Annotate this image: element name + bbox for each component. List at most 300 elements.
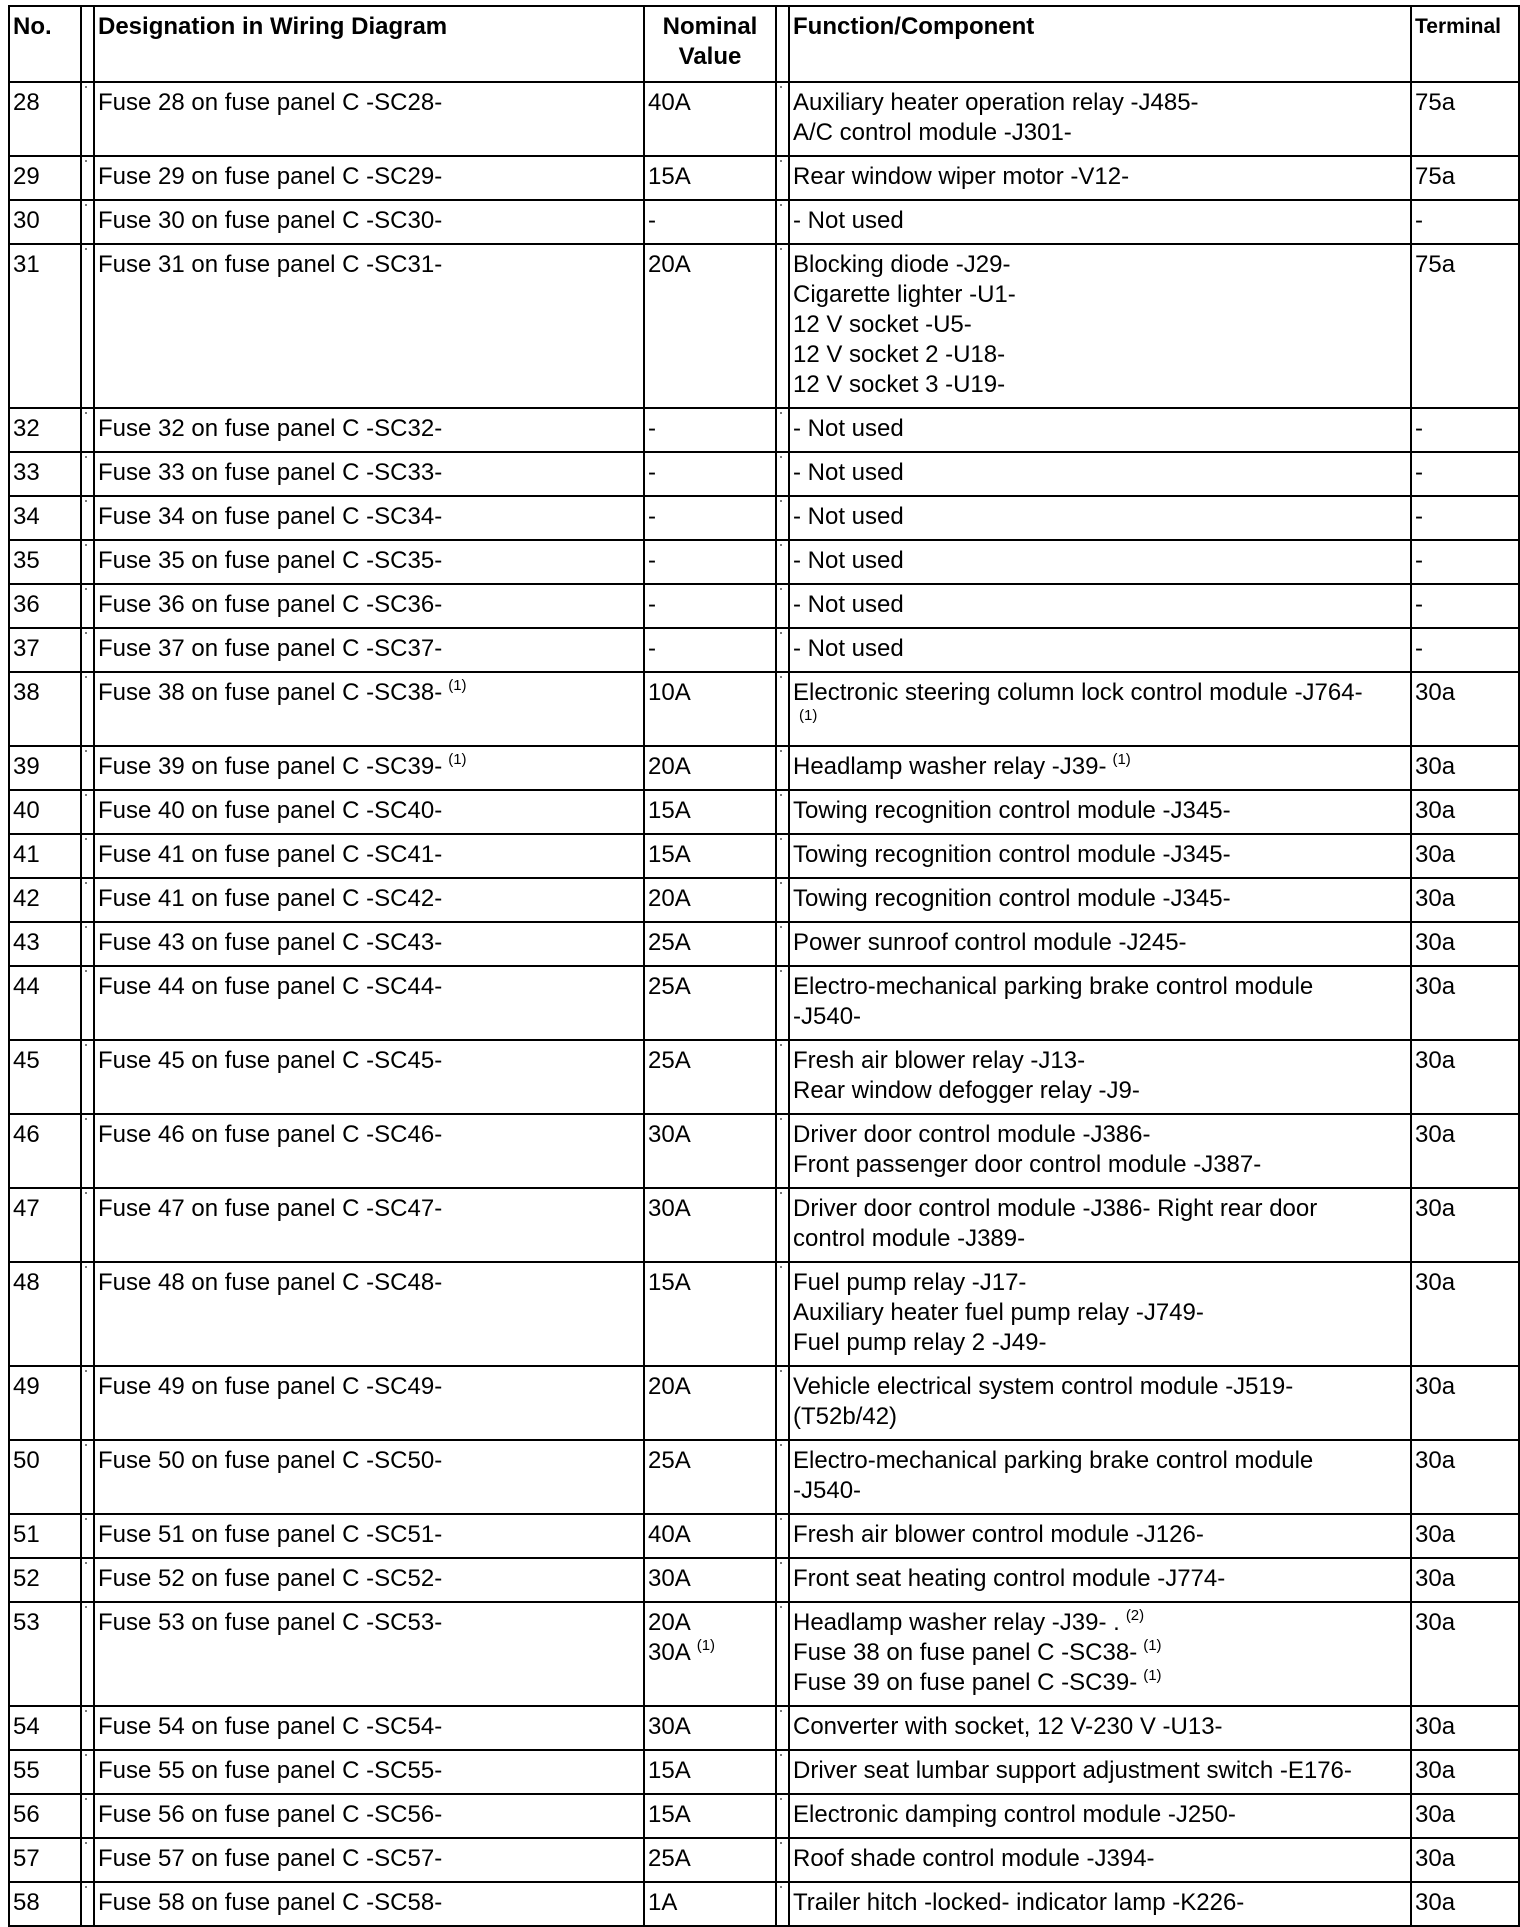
cell-nominal-value bbox=[644, 82, 776, 156]
designation-line bbox=[98, 1372, 643, 1402]
cell-spacer bbox=[776, 496, 789, 540]
function-line bbox=[793, 370, 1410, 400]
cell-function bbox=[789, 1514, 1411, 1558]
cell-no: 33 bbox=[9, 452, 81, 496]
value-line bbox=[648, 972, 775, 1002]
cell-no: 42 bbox=[9, 878, 81, 922]
cell-designation bbox=[94, 1440, 644, 1514]
cell-spacer bbox=[81, 156, 94, 200]
function-line-text: Trailer hitch -locked- indicator lamp -K226- bbox=[793, 1889, 1245, 1916]
cell-spacer bbox=[81, 1040, 94, 1114]
designation-line-text: Fuse 36 on fuse panel C -SC36- bbox=[98, 591, 443, 618]
function-line bbox=[793, 1328, 1410, 1358]
cell-spacer bbox=[776, 1366, 789, 1440]
function-line bbox=[793, 1668, 1410, 1698]
cell-no: 51 bbox=[9, 1514, 81, 1558]
cell-spacer bbox=[776, 1262, 789, 1366]
cell-no: 48 bbox=[9, 1262, 81, 1366]
table-row bbox=[9, 790, 1519, 834]
table-row bbox=[9, 1750, 1519, 1794]
table-row bbox=[9, 200, 1519, 244]
header-nominal-value bbox=[644, 6, 776, 82]
cell-no: 53 bbox=[9, 1602, 81, 1706]
cell-no: 45 bbox=[9, 1040, 81, 1114]
cell-spacer bbox=[81, 1794, 94, 1838]
cell-designation bbox=[94, 540, 644, 584]
value-line-text: 15A bbox=[648, 841, 691, 868]
function-line-text: Fresh air blower relay -J13- bbox=[793, 1047, 1086, 1074]
function-line-text: Driver door control module -J386- Right rear door bbox=[793, 1195, 1318, 1222]
table-row bbox=[9, 584, 1519, 628]
cell-function bbox=[789, 1602, 1411, 1706]
cell-spacer bbox=[776, 540, 789, 584]
value-line-text: 25A bbox=[648, 929, 691, 956]
cell-function bbox=[789, 1188, 1411, 1262]
function-line bbox=[793, 1564, 1410, 1594]
function-line bbox=[793, 280, 1410, 310]
designation-line bbox=[98, 590, 643, 620]
function-line-text: Blocking diode -J29- bbox=[793, 251, 1011, 278]
cell-nominal-value bbox=[644, 1602, 776, 1706]
cell-designation bbox=[94, 1366, 644, 1440]
cell-function bbox=[789, 156, 1411, 200]
cell-spacer bbox=[776, 1882, 789, 1926]
designation-line bbox=[98, 634, 643, 664]
function-line bbox=[793, 546, 1410, 576]
table-row bbox=[9, 1706, 1519, 1750]
function-line-text: Front seat heating control module -J774- bbox=[793, 1565, 1226, 1592]
function-line bbox=[793, 1446, 1410, 1476]
cell-spacer bbox=[81, 1602, 94, 1706]
designation-line-text: Fuse 55 on fuse panel C -SC55- bbox=[98, 1757, 443, 1784]
cell-spacer bbox=[81, 834, 94, 878]
cell-spacer bbox=[776, 1040, 789, 1114]
value-line-text: 25A bbox=[648, 1447, 691, 1474]
cell-terminal: 30a bbox=[1411, 1514, 1519, 1558]
value-line bbox=[648, 1608, 775, 1638]
cell-function bbox=[789, 1838, 1411, 1882]
table-row bbox=[9, 628, 1519, 672]
cell-nominal-value bbox=[644, 1262, 776, 1366]
cell-designation bbox=[94, 1794, 644, 1838]
cell-function bbox=[789, 82, 1411, 156]
table-row bbox=[9, 156, 1519, 200]
designation-line-text: Fuse 38 on fuse panel C -SC38- bbox=[98, 679, 443, 706]
cell-no: 56 bbox=[9, 1794, 81, 1838]
cell-function bbox=[789, 672, 1411, 746]
function-line bbox=[793, 752, 1410, 782]
cell-no: 58 bbox=[9, 1882, 81, 1926]
value-line-text: 10A bbox=[648, 679, 691, 706]
table-row bbox=[9, 82, 1519, 156]
function-line bbox=[793, 1298, 1410, 1328]
function-line-text: Converter with socket, 12 V-230 V -U13- bbox=[793, 1713, 1223, 1740]
cell-no: 46 bbox=[9, 1114, 81, 1188]
function-line-text: - Not used bbox=[793, 415, 904, 442]
cell-spacer bbox=[81, 200, 94, 244]
value-line-text: 20A bbox=[648, 1609, 691, 1636]
value-line-text: 20A bbox=[648, 1373, 691, 1400]
cell-spacer bbox=[776, 790, 789, 834]
cell-terminal: 30a bbox=[1411, 672, 1519, 746]
cell-designation bbox=[94, 1838, 644, 1882]
cell-no: 39 bbox=[9, 746, 81, 790]
value-line-text: - bbox=[648, 503, 656, 530]
designation-line bbox=[98, 162, 643, 192]
cell-nominal-value bbox=[644, 1114, 776, 1188]
cell-designation bbox=[94, 1514, 644, 1558]
cell-spacer bbox=[81, 1558, 94, 1602]
value-line-text: 25A bbox=[648, 973, 691, 1000]
cell-spacer bbox=[81, 1440, 94, 1514]
cell-function bbox=[789, 1706, 1411, 1750]
footnote-ref: (2) bbox=[1125, 1607, 1145, 1624]
value-line-text: 20A bbox=[648, 753, 691, 780]
cell-terminal: 75a bbox=[1411, 156, 1519, 200]
designation-line-text: Fuse 52 on fuse panel C -SC52- bbox=[98, 1565, 443, 1592]
function-line bbox=[793, 1844, 1410, 1874]
table-row bbox=[9, 1114, 1519, 1188]
cell-no: 57 bbox=[9, 1838, 81, 1882]
value-line-text: - bbox=[648, 459, 656, 486]
value-line bbox=[648, 1800, 775, 1830]
function-line-text: - Not used bbox=[793, 547, 904, 574]
cell-spacer bbox=[81, 790, 94, 834]
designation-line bbox=[98, 1120, 643, 1150]
cell-no: 30 bbox=[9, 200, 81, 244]
cell-spacer bbox=[81, 966, 94, 1040]
cell-nominal-value bbox=[644, 1558, 776, 1602]
cell-designation bbox=[94, 496, 644, 540]
footnote-ref: (1) bbox=[1143, 1667, 1162, 1684]
cell-nominal-value bbox=[644, 452, 776, 496]
cell-no: 40 bbox=[9, 790, 81, 834]
cell-no: 32 bbox=[9, 408, 81, 452]
value-line bbox=[648, 1520, 775, 1550]
function-line-text: (T52b/42) bbox=[793, 1403, 898, 1430]
cell-terminal: 30a bbox=[1411, 834, 1519, 878]
function-line bbox=[793, 250, 1410, 280]
cell-no: 55 bbox=[9, 1750, 81, 1794]
function-line-text: Fuel pump relay 2 -J49- bbox=[793, 1329, 1047, 1356]
cell-designation bbox=[94, 628, 644, 672]
designation-line-text: Fuse 45 on fuse panel C -SC45- bbox=[98, 1047, 443, 1074]
cell-terminal: 30a bbox=[1411, 966, 1519, 1040]
function-line-text: -J540- bbox=[793, 1003, 862, 1030]
value-line bbox=[648, 1120, 775, 1150]
function-line-text: Vehicle electrical system control module -J519- bbox=[793, 1373, 1294, 1400]
function-line bbox=[793, 340, 1410, 370]
cell-function bbox=[789, 540, 1411, 584]
value-line-text: 20A bbox=[648, 251, 691, 278]
value-line-text: 30A bbox=[648, 1713, 691, 1740]
cell-no: 47 bbox=[9, 1188, 81, 1262]
footnote-ref: (1) bbox=[448, 751, 467, 768]
cell-terminal: 30a bbox=[1411, 1750, 1519, 1794]
function-line bbox=[793, 88, 1410, 118]
function-line-text: Towing recognition control module -J345- bbox=[793, 797, 1231, 824]
function-line-text: 12 V socket 2 -U18- bbox=[793, 341, 1006, 368]
table-row bbox=[9, 878, 1519, 922]
cell-spacer bbox=[776, 244, 789, 408]
cell-designation bbox=[94, 878, 644, 922]
designation-line-text: Fuse 43 on fuse panel C -SC43- bbox=[98, 929, 443, 956]
designation-line-text: Fuse 44 on fuse panel C -SC44- bbox=[98, 973, 443, 1000]
function-line-text: control module -J389- bbox=[793, 1225, 1026, 1252]
cell-nominal-value bbox=[644, 1040, 776, 1114]
cell-terminal: 30a bbox=[1411, 922, 1519, 966]
value-line-text: - bbox=[648, 547, 656, 574]
function-line bbox=[793, 1046, 1410, 1076]
function-line bbox=[793, 1638, 1410, 1668]
designation-line-text: Fuse 32 on fuse panel C -SC32- bbox=[98, 415, 443, 442]
cell-terminal: 30a bbox=[1411, 1838, 1519, 1882]
cell-terminal: 30a bbox=[1411, 1114, 1519, 1188]
function-line-text: Auxiliary heater operation relay -J485- bbox=[793, 89, 1199, 116]
cell-designation bbox=[94, 1750, 644, 1794]
function-line-text: Headlamp washer relay -J39- bbox=[793, 753, 1107, 780]
function-line-text: - Not used bbox=[793, 459, 904, 486]
cell-spacer bbox=[776, 1838, 789, 1882]
cell-spacer bbox=[81, 1188, 94, 1262]
cell-terminal: 30a bbox=[1411, 790, 1519, 834]
cell-spacer bbox=[81, 1366, 94, 1440]
function-line bbox=[793, 972, 1410, 1002]
cell-nominal-value bbox=[644, 1882, 776, 1926]
function-line bbox=[793, 162, 1410, 192]
designation-line bbox=[98, 972, 643, 1002]
cell-function bbox=[789, 1750, 1411, 1794]
value-line-text: 15A bbox=[648, 1269, 691, 1296]
table-row bbox=[9, 834, 1519, 878]
designation-line bbox=[98, 1756, 643, 1786]
function-line bbox=[793, 1520, 1410, 1550]
function-line-text: 12 V socket -U5- bbox=[793, 311, 972, 338]
value-line bbox=[648, 840, 775, 870]
table-row bbox=[9, 452, 1519, 496]
value-line-text: 20A bbox=[648, 885, 691, 912]
cell-nominal-value bbox=[644, 1706, 776, 1750]
cell-designation bbox=[94, 82, 644, 156]
function-line-text: Headlamp washer relay -J39- . bbox=[793, 1609, 1120, 1636]
function-line-text: Cigarette lighter -U1- bbox=[793, 281, 1016, 308]
cell-terminal: - bbox=[1411, 200, 1519, 244]
cell-nominal-value bbox=[644, 1440, 776, 1514]
cell-designation bbox=[94, 746, 644, 790]
designation-line-text: Fuse 50 on fuse panel C -SC50- bbox=[98, 1447, 443, 1474]
function-line bbox=[793, 206, 1410, 236]
function-line bbox=[793, 1268, 1410, 1298]
function-line bbox=[793, 414, 1410, 444]
cell-nominal-value bbox=[644, 1514, 776, 1558]
cell-terminal: 30a bbox=[1411, 1262, 1519, 1366]
cell-designation bbox=[94, 156, 644, 200]
value-line bbox=[648, 1756, 775, 1786]
header-designation: Designation in Wiring Diagram bbox=[94, 6, 644, 82]
designation-line-text: Fuse 29 on fuse panel C -SC29- bbox=[98, 163, 443, 190]
cell-designation bbox=[94, 790, 644, 834]
cell-no: 34 bbox=[9, 496, 81, 540]
header-spacer bbox=[776, 6, 789, 82]
function-line bbox=[793, 1888, 1410, 1918]
function-line bbox=[793, 1476, 1410, 1506]
cell-designation bbox=[94, 1040, 644, 1114]
cell-function bbox=[789, 878, 1411, 922]
cell-function bbox=[789, 496, 1411, 540]
cell-spacer bbox=[81, 452, 94, 496]
cell-function bbox=[789, 1366, 1411, 1440]
value-line bbox=[648, 1372, 775, 1402]
designation-line bbox=[98, 840, 643, 870]
designation-line bbox=[98, 678, 643, 708]
cell-no: 31 bbox=[9, 244, 81, 408]
cell-nominal-value bbox=[644, 1366, 776, 1440]
value-line bbox=[648, 206, 775, 236]
header-terminal: Terminal bbox=[1411, 6, 1519, 82]
cell-terminal: 30a bbox=[1411, 746, 1519, 790]
cell-designation bbox=[94, 1262, 644, 1366]
cell-spacer bbox=[776, 82, 789, 156]
cell-no: 44 bbox=[9, 966, 81, 1040]
cell-terminal: 30a bbox=[1411, 1558, 1519, 1602]
cell-terminal: - bbox=[1411, 628, 1519, 672]
value-line-text: - bbox=[648, 635, 656, 662]
function-line bbox=[793, 1712, 1410, 1742]
cell-terminal: 30a bbox=[1411, 1794, 1519, 1838]
cell-spacer bbox=[81, 82, 94, 156]
cell-nominal-value bbox=[644, 672, 776, 746]
value-line-text: 30A bbox=[648, 1195, 691, 1222]
value-line-text: 15A bbox=[648, 797, 691, 824]
value-line bbox=[648, 928, 775, 958]
cell-nominal-value bbox=[644, 1750, 776, 1794]
value-line-text: 15A bbox=[648, 1757, 691, 1784]
cell-function bbox=[789, 834, 1411, 878]
function-line-text: - Not used bbox=[793, 207, 904, 234]
value-line-text: - bbox=[648, 415, 656, 442]
designation-line bbox=[98, 458, 643, 488]
cell-nominal-value bbox=[644, 1794, 776, 1838]
designation-line-text: Fuse 39 on fuse panel C -SC39- bbox=[98, 753, 443, 780]
cell-designation bbox=[94, 1558, 644, 1602]
function-line bbox=[793, 1120, 1410, 1150]
designation-line bbox=[98, 928, 643, 958]
designation-line bbox=[98, 1520, 643, 1550]
value-line-text: 30A bbox=[648, 1121, 691, 1148]
designation-line-text: Fuse 46 on fuse panel C -SC46- bbox=[98, 1121, 443, 1148]
cell-no: 35 bbox=[9, 540, 81, 584]
designation-line bbox=[98, 414, 643, 444]
cell-no: 49 bbox=[9, 1366, 81, 1440]
cell-spacer bbox=[81, 1262, 94, 1366]
cell-spacer bbox=[776, 966, 789, 1040]
cell-spacer bbox=[776, 628, 789, 672]
cell-terminal: - bbox=[1411, 408, 1519, 452]
function-line-text: A/C control module -J301- bbox=[793, 119, 1072, 146]
header-spacer bbox=[81, 6, 94, 82]
cell-spacer bbox=[776, 1514, 789, 1558]
table-row bbox=[9, 672, 1519, 746]
function-line-text: Fresh air blower control module -J126- bbox=[793, 1521, 1204, 1548]
cell-terminal: 30a bbox=[1411, 1366, 1519, 1440]
function-line-text: Front passenger door control module -J387- bbox=[793, 1151, 1262, 1178]
value-line-text: 25A bbox=[648, 1845, 691, 1872]
cell-spacer bbox=[776, 452, 789, 496]
cell-spacer bbox=[81, 408, 94, 452]
designation-line-text: Fuse 47 on fuse panel C -SC47- bbox=[98, 1195, 443, 1222]
cell-spacer bbox=[776, 1188, 789, 1262]
value-line bbox=[648, 88, 775, 118]
cell-no: 52 bbox=[9, 1558, 81, 1602]
table-row bbox=[9, 244, 1519, 408]
header-nominal-line: Nominal bbox=[662, 13, 758, 40]
cell-spacer bbox=[776, 1114, 789, 1188]
cell-terminal: 75a bbox=[1411, 244, 1519, 408]
footnote-ref: (1) bbox=[448, 677, 467, 694]
value-line-text: 30A bbox=[648, 1565, 691, 1592]
function-line-text: Electronic steering column lock control module -J764- bbox=[793, 679, 1363, 706]
header-nominal-line: Value bbox=[678, 43, 742, 70]
cell-nominal-value bbox=[644, 244, 776, 408]
value-line bbox=[648, 250, 775, 280]
table-row bbox=[9, 1514, 1519, 1558]
designation-line-text: Fuse 41 on fuse panel C -SC41- bbox=[98, 841, 443, 868]
cell-terminal: 30a bbox=[1411, 1040, 1519, 1114]
cell-spacer bbox=[81, 1882, 94, 1926]
function-line bbox=[793, 310, 1410, 340]
value-line bbox=[648, 884, 775, 914]
cell-nominal-value bbox=[644, 628, 776, 672]
value-line bbox=[648, 590, 775, 620]
cell-function bbox=[789, 244, 1411, 408]
cell-terminal: - bbox=[1411, 584, 1519, 628]
cell-nominal-value bbox=[644, 746, 776, 790]
function-line-text: Auxiliary heater fuel pump relay -J749- bbox=[793, 1299, 1204, 1326]
cell-designation bbox=[94, 244, 644, 408]
cell-function bbox=[789, 628, 1411, 672]
cell-function bbox=[789, 1040, 1411, 1114]
cell-spacer bbox=[776, 1706, 789, 1750]
function-line bbox=[793, 1076, 1410, 1106]
cell-function bbox=[789, 452, 1411, 496]
function-line-text: Rear window wiper motor -V12- bbox=[793, 163, 1130, 190]
cell-nominal-value bbox=[644, 408, 776, 452]
designation-line-text: Fuse 54 on fuse panel C -SC54- bbox=[98, 1713, 443, 1740]
value-line-text: 30A bbox=[648, 1639, 691, 1666]
cell-no: 36 bbox=[9, 584, 81, 628]
function-line bbox=[793, 1756, 1410, 1786]
cell-no: 50 bbox=[9, 1440, 81, 1514]
function-line-text: Electro-mechanical parking brake control module bbox=[793, 1447, 1314, 1474]
cell-spacer bbox=[776, 200, 789, 244]
function-line-text: Towing recognition control module -J345- bbox=[793, 841, 1231, 868]
function-line-text: Electronic damping control module -J250- bbox=[793, 1801, 1236, 1828]
function-line bbox=[793, 884, 1410, 914]
cell-spacer bbox=[81, 878, 94, 922]
table-row bbox=[9, 1440, 1519, 1514]
value-line-text: 25A bbox=[648, 1047, 691, 1074]
cell-terminal: 30a bbox=[1411, 1602, 1519, 1706]
cell-terminal: 75a bbox=[1411, 82, 1519, 156]
cell-nominal-value bbox=[644, 1188, 776, 1262]
footnote-ref: (1) bbox=[1112, 751, 1131, 768]
table-row bbox=[9, 1558, 1519, 1602]
cell-designation bbox=[94, 408, 644, 452]
function-line-text: Fuel pump relay -J17- bbox=[793, 1269, 1027, 1296]
value-line bbox=[648, 162, 775, 192]
cell-spacer bbox=[776, 584, 789, 628]
cell-no: 43 bbox=[9, 922, 81, 966]
